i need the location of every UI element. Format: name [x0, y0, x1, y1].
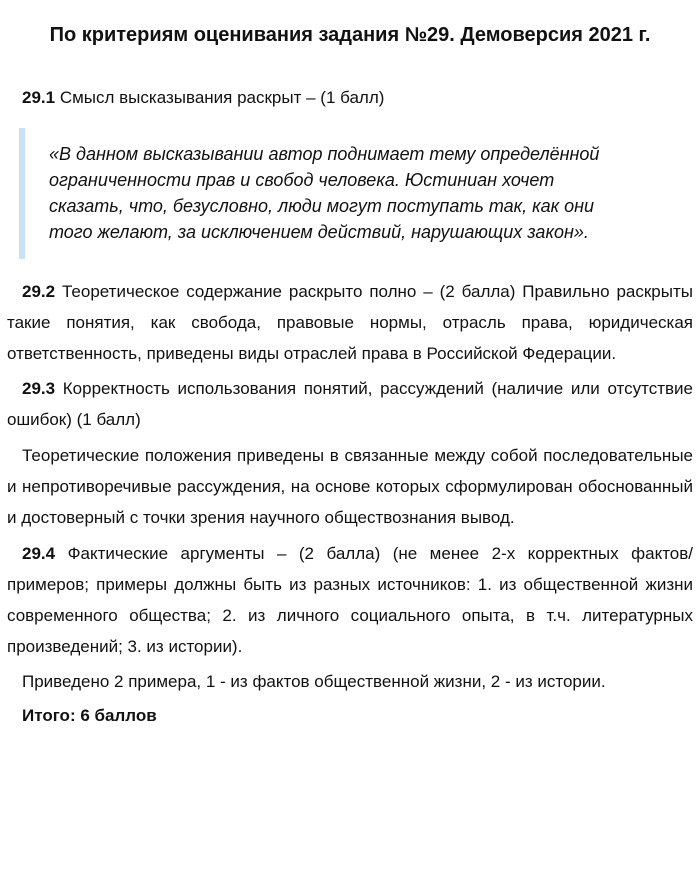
criterion-29-1	[22, 86, 693, 110]
page-title: По критериям оценивания задания №29. Демоверсия 2021 г.	[49, 24, 651, 46]
criterion-number: 29.3	[22, 379, 56, 398]
criterion-text: Фактические аргументы – (2 балла) (не менее 2-х корректных фактов/примеров; примеры должны быть из разных источников: 1. из общественной жизни современного общества; 2. из личного социального опыта, в т.ч. литературных произведений; 3. из истории).	[7, 544, 693, 656]
total-score: Итого: 6 баллов	[22, 706, 157, 725]
criterion-29-2	[7, 276, 693, 369]
criterion-29-3	[7, 373, 693, 435]
criterion-number: 29.2	[22, 282, 56, 301]
criterion-text: Корректность использования понятий, рассуждений (наличие или отсутствие ошибок) (1 балл)	[7, 379, 693, 429]
criterion-number: 29.4	[22, 544, 56, 563]
criterion-29-3-explanation: Теоретические положения приведены в связанные между собой последовательные и непротиворечивые рассуждения, на основе которых сформулирован обоснованный и достоверный с точки зрения научного обществознания вывод.	[7, 446, 693, 527]
criterion-29-4-explanation: Приведено 2 примера, 1 - из фактов общественной жизни, 2 - из истории.	[22, 672, 606, 691]
meaning-quote: «В данном высказывании автор поднимает тему определённой ограниченности прав и свобод человека. Юстиниан хочет сказать, что, безусловно, люди могут поступать так, как они того желают, за исключением действий, нарушающих закон».	[19, 128, 609, 259]
criterion-29-4	[7, 538, 693, 662]
criterion-number: 29.1	[22, 88, 56, 107]
criterion-text: Теоретическое содержание раскрыто полно – (2 балла) Правильно раскрыты такие понятия, как свобода, правовые нормы, отрасль права, юридическая ответственность, приведены виды отраслей права в Российской Федерации.	[7, 282, 693, 363]
criterion-text: Смысл высказывания раскрыт – (1 балл)	[55, 88, 385, 107]
